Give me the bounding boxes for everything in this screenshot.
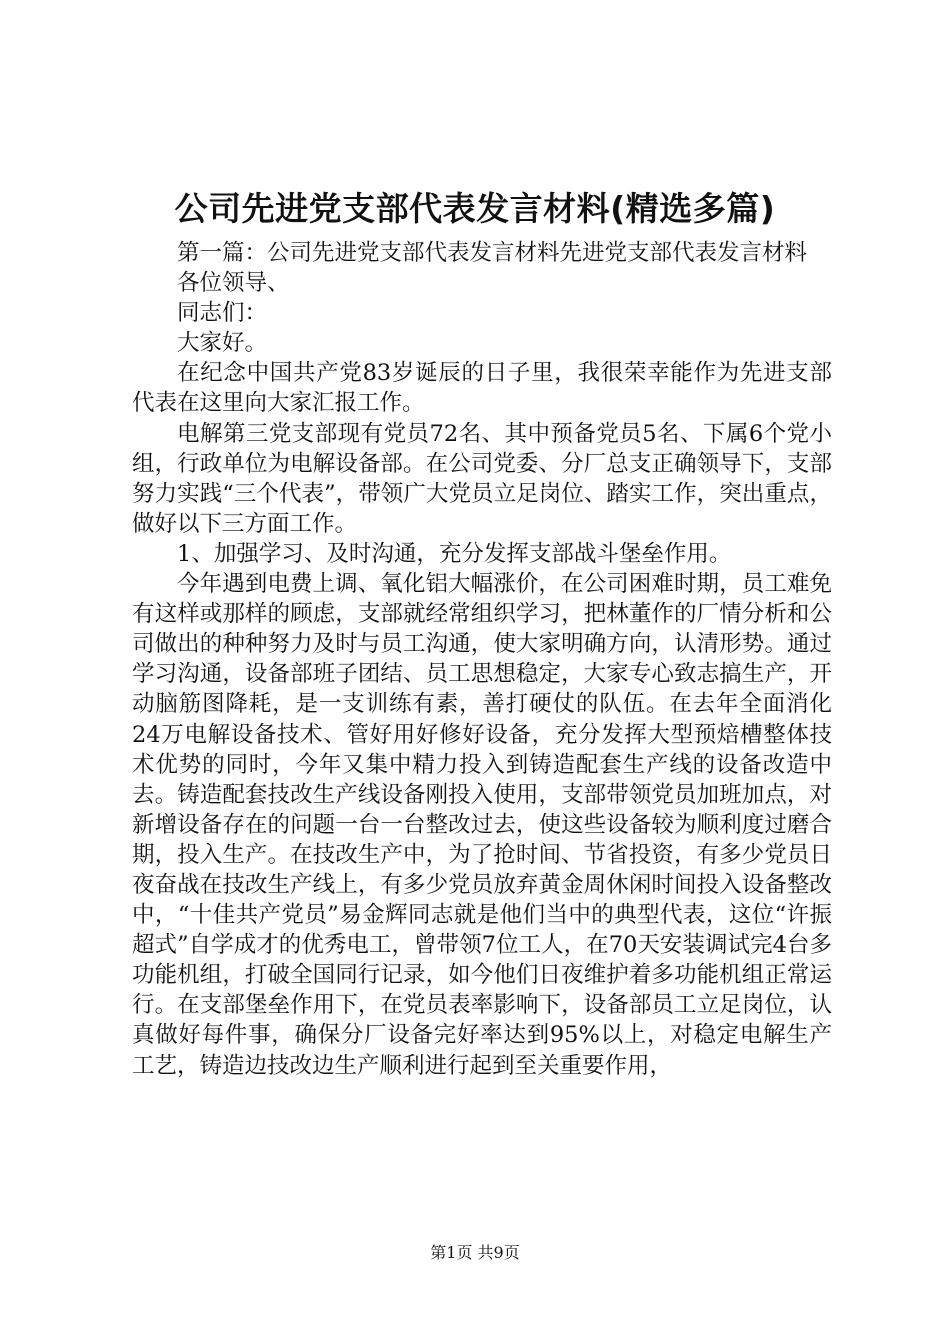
paragraph: 同志们： bbox=[177, 300, 268, 327]
paragraph: 大家好。 bbox=[177, 330, 268, 357]
paragraph: 今年遇到电费上调、氧化铝大幅涨价，在公司困难时期，员工难免有这样或那样的顾虑，支部就经常组织学习，把林董作的厂情分析和公司做出的种种努力及时与员工沟通，使大家明确方向，认清形势。通过学习沟通，设备部班子团结、员工思想稳定，大家专心致志搞生产，开动脑筋图降耗，是一支训练有素，善打硬仗的队伍。在去年全面消化24万电解设备技术、管好用好修好设备，充分发挥大型预焙槽整体技术优势的同时，今年又集中精力投入到铸造配套生产线的设备改造中去。铸造配套技改生产线设备刚投入使用，支部带领党员加班加点，对新增设备存在的问题一台一台整改过去，使这些设备较为顺利度过磨合期，投入生产。在技改生产中，为了抢时间、节省投资，有多少党员日夜奋战在技改生产线上，有多少党员放弃黄金周休闲时间投入设备整改中，“十佳共产党员”易金辉同志就是他们当中的典型代表，这位“许振超式”自学成才的优秀电工，曾带领7位工人，在70天安装调试完4台多功能机组，打破全国同行记录，如今他们日夜维护着多功能机组正常运行。在支部堡垒作用下，在党员表率影响下，设备部员工立足岗位，认真做好每件事，确保分厂设备完好率达到95%以上，对稳定电解生产工艺，铸造边技改边生产顺利进行起到至关重要作用， bbox=[132, 571, 832, 1079]
document-body bbox=[132, 238, 832, 1081]
paragraph: 各位领导、 bbox=[177, 270, 290, 297]
document-title: 公司先进党支部代表发言材料(精选多篇) bbox=[174, 189, 776, 228]
page-number-footer: 第1页 共9页 bbox=[430, 1243, 520, 1262]
paragraph: 电解第三党支部现有党员72名、其中预备党员5名、下属6个党小组，行政单位为电解设备部。在公司党委、分厂总支正确领导下，支部努力实践“三个代表”，带领广大党员立足岗位、踏实工作，突出重点，做好以下三方面工作。 bbox=[132, 420, 832, 537]
paragraph: 在纪念中国共产党83岁诞辰的日子里，我很荣幸能作为先进支部代表在这里向大家汇报工作。 bbox=[132, 360, 832, 417]
paragraph: 1、加强学习、及时沟通，充分发挥支部战斗堡垒作用。 bbox=[177, 540, 732, 567]
paragraph: 第一篇：公司先进党支部代表发言材料先进党支部代表发言材料 bbox=[177, 240, 808, 266]
